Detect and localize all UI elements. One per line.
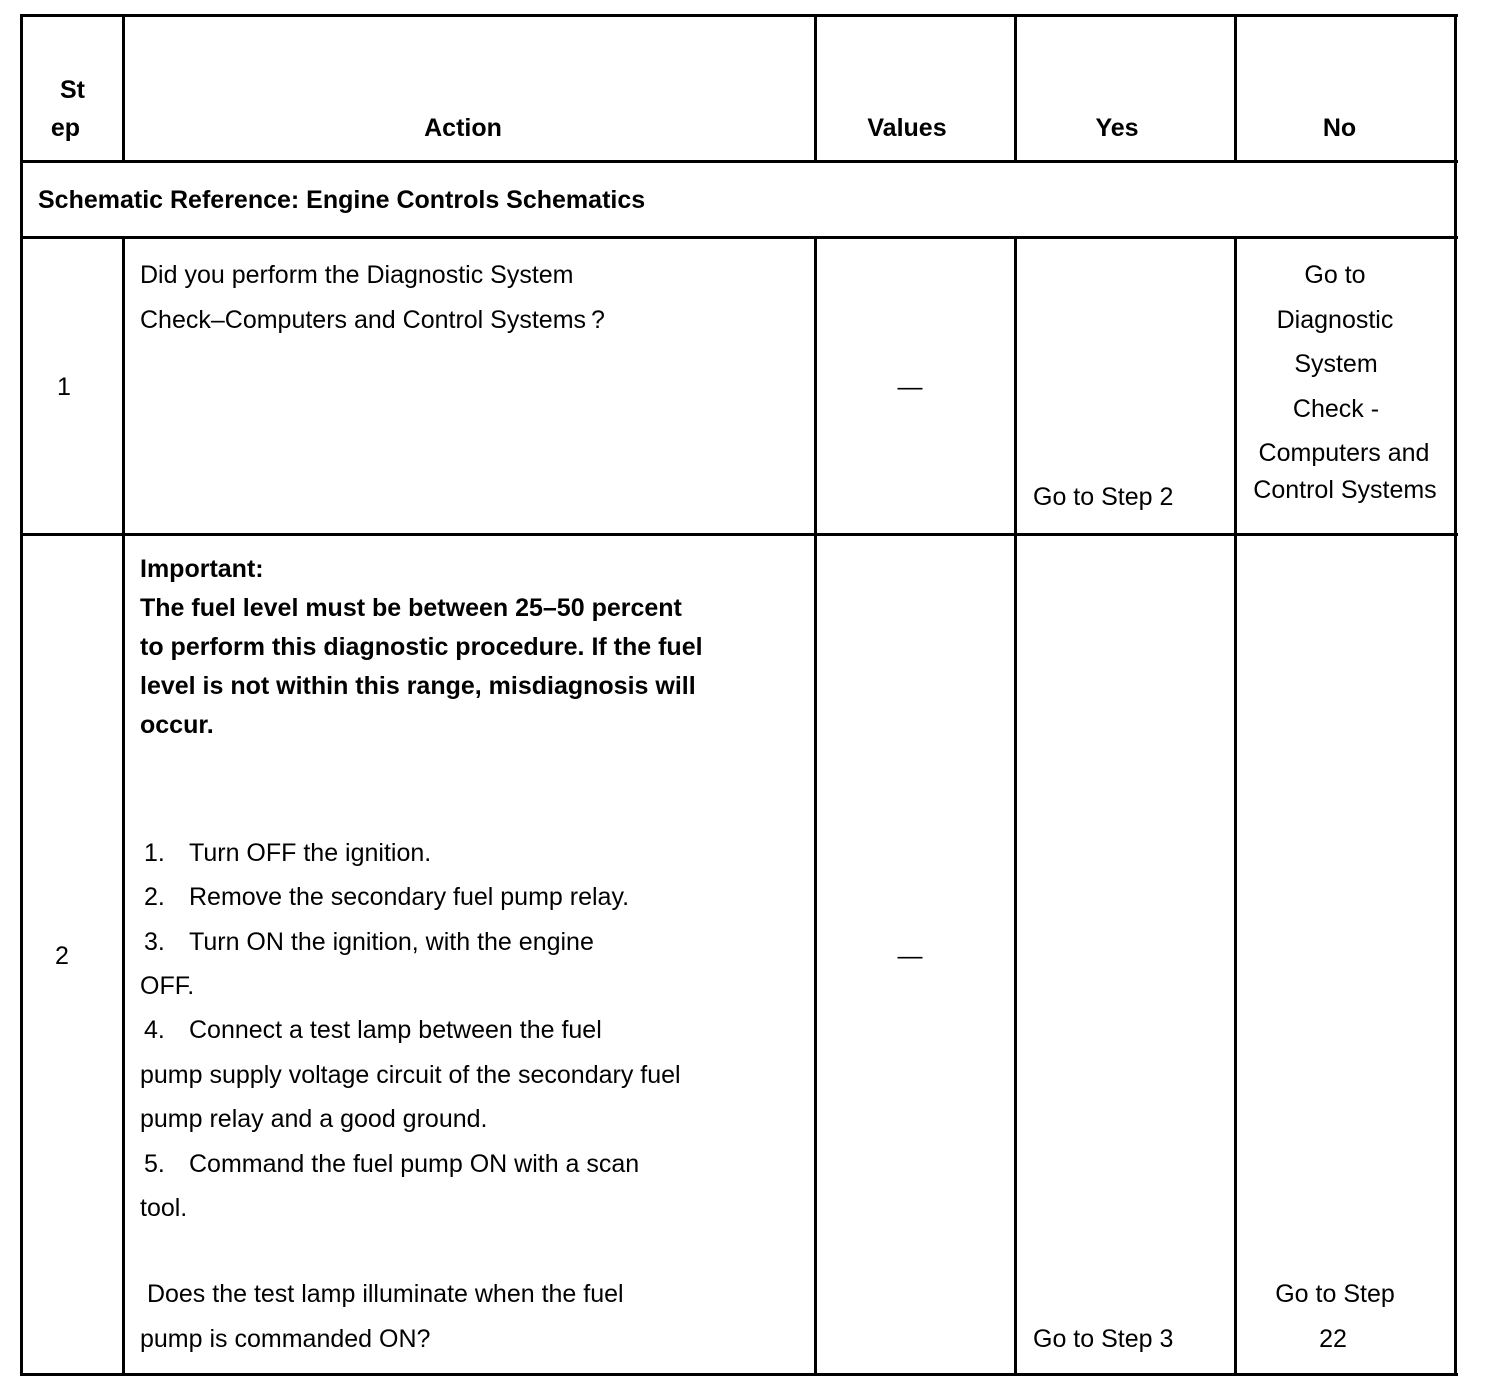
row2-step4-text: Connect a test lamp between the fuel: [189, 1016, 602, 1044]
col-divider-step-body: [122, 236, 125, 1376]
schematic-reference: Schematic Reference: Engine Controls Schematics: [38, 186, 646, 214]
row2-step: 2: [55, 942, 69, 970]
col-divider-values-body: [1014, 236, 1017, 1376]
row2-step3-num: 3.: [144, 928, 165, 956]
row2-step2-num: 2.: [144, 883, 165, 911]
row2-no-line1: Go to Step: [1275, 1280, 1395, 1308]
border-left: [20, 14, 23, 1376]
row2-step4-cont1: pump supply voltage circuit of the secondary fuel: [140, 1061, 681, 1089]
row1-no-line2: Diagnostic: [1276, 306, 1394, 334]
row1-step: 1: [57, 373, 71, 401]
row2-step3-text: Turn ON the ignition, with the engine: [189, 928, 594, 956]
row2-step1-num: 1.: [144, 839, 165, 867]
header-step-line2: ep: [50, 114, 81, 142]
row1-values: —: [897, 373, 923, 401]
col-divider-action-body: [814, 236, 817, 1376]
row2-step4-num: 4.: [144, 1016, 165, 1044]
row2-step5-text: Command the fuel pump ON with a scan: [189, 1150, 640, 1178]
header-yes: Yes: [1095, 114, 1139, 142]
row2-step2-text: Remove the secondary fuel pump relay.: [189, 883, 630, 911]
header-no: No: [1322, 114, 1357, 142]
row2-important-line2: to perform this diagnostic procedure. If the fuel: [140, 633, 703, 661]
row2-step1-text: Turn OFF the ignition.: [189, 839, 432, 867]
row1-no-line1: Go to: [1304, 261, 1366, 289]
row2-yes: Go to Step 3: [1033, 1325, 1174, 1353]
border-right: [1454, 14, 1457, 1376]
row1-no-line6: Control Systems: [1253, 476, 1437, 504]
row2-step4-cont2: pump relay and a good ground.: [140, 1105, 488, 1133]
header-bottom-rule: [20, 160, 1458, 163]
row1-yes: Go to Step 2: [1033, 483, 1174, 511]
row2-no-line2: 22: [1319, 1325, 1347, 1353]
header-step-line1: St: [60, 76, 85, 104]
row1-no-line3: System: [1294, 350, 1378, 378]
row2-values: —: [897, 942, 923, 970]
header-values: Values: [867, 114, 947, 142]
border-bottom: [20, 1373, 1458, 1376]
row2-question-line1: Does the test lamp illuminate when the fuel: [140, 1280, 624, 1308]
row2-important-label: Important:: [140, 555, 264, 583]
row2-question-line2: pump is commanded ON?: [140, 1325, 431, 1353]
row2-important-line3: level is not within this range, misdiagnosis will: [140, 672, 696, 700]
row1-no-line4: Check -: [1292, 395, 1380, 423]
border-top: [20, 14, 1458, 17]
row1-action-line2: Check–Computers and Control Systems ?: [140, 306, 605, 334]
row2-important-line4: occur.: [140, 711, 214, 739]
header-action: Action: [424, 114, 502, 142]
row2-step5-cont: tool.: [140, 1194, 188, 1222]
row2-important-line1: The fuel level must be between 25–50 percent: [140, 594, 682, 622]
row1-bottom-rule: [20, 533, 1458, 536]
row2-step5-num: 5.: [144, 1150, 165, 1178]
row1-action-line1: Did you perform the Diagnostic System: [140, 261, 574, 289]
row1-no-line5: Computers and: [1258, 439, 1430, 467]
schematic-bottom-rule: [20, 236, 1458, 239]
row2-step3-cont: OFF.: [140, 972, 195, 1000]
